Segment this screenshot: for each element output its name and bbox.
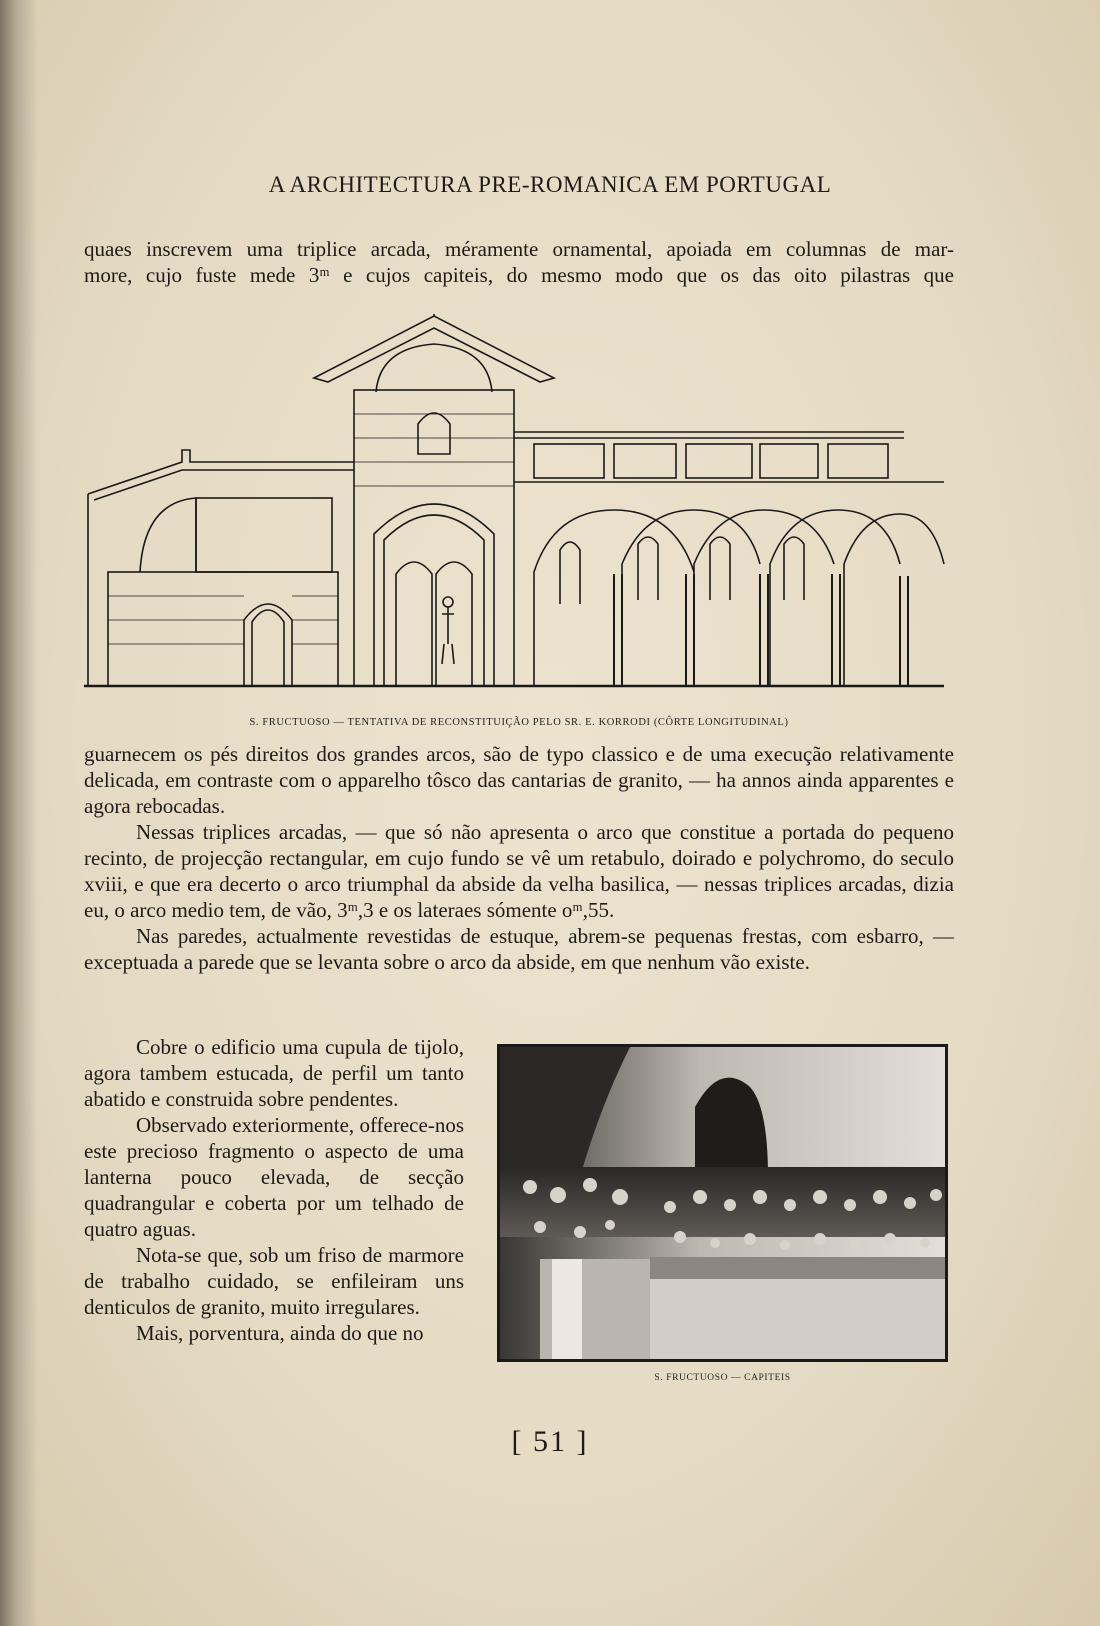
- paragraph-top: [84, 236, 954, 288]
- paragraph-3: Nas paredes, actualmente revestidas de estuque, abrem-se pequenas frestas, com esbarro, — exceptuada a parede que se levanta sobre o arco da abside, em que nenhum vão existe.: [84, 924, 954, 974]
- running-title: A ARCHITECTURA PRE-ROMANICA EM PORTUGAL: [268, 172, 832, 197]
- paragraph-1: guarnecem os pés direitos dos grandes arcos, são de typo classico e de uma execução relativamente delicada, em contraste com o apparelho tôsco das cantarias de granito, — ha annos ainda apparentes e agora rebocadas.: [84, 742, 954, 818]
- page-number: [ 51 ]: [511, 1425, 589, 1458]
- paragraph-6: Nota-se que, sob um friso de marmore de trabalho cuidado, se enfileiram uns denticulos de granito, muito irregulares.: [84, 1243, 464, 1319]
- drawing-caption: S. FRUCTUOSO — TENTATIVA DE RECONSTITUIÇÃO PELO SR. E. KORRODI (CÔRTE LONGITUDINAL): [249, 717, 789, 728]
- capitals-photograph: [497, 1044, 948, 1362]
- paragraph-top-line1: quaes inscrevem uma triplice arcada, méramente ornamental, apoiada em columnas de mar-: [84, 237, 954, 261]
- column-text: [84, 1034, 464, 1346]
- paragraph-2: Nessas triplices arcadas, — que só não apresenta o arco que constitue a portada do pequeno recinto, de projecção rectangular, em cujo fundo se vê um retabulo, doirado e polychromo, do seculo xviii, e que era decerto o arco triumphal da abside da velha basilica, — nessas triplices arcadas, dizia eu, o arco medio tem, de vão, 3ᵐ,3 e os lateraes sómente oᵐ,55.: [84, 820, 954, 922]
- binding-gutter: [0, 0, 38, 1626]
- paragraph-7: Mais, porventura, ainda do que no: [136, 1321, 424, 1345]
- main-text: [84, 741, 954, 975]
- paragraph-top-line2: more, cujo fuste mede 3ᵐ e cujos capiteis, do mesmo modo que os das oito pilastras que: [84, 263, 954, 287]
- capitals-photo-image: [500, 1047, 945, 1359]
- paragraph-5: Observado exteriormente, offerece-nos este precioso fragmento o aspecto de uma lanterna pouco elevada, de secção quadrangular e coberta por um telhado de quatro aguas.: [84, 1113, 464, 1241]
- photo-caption: S. FRUCTUOSO — CAPITEIS: [654, 1373, 791, 1383]
- paragraph-4: Cobre o edificio uma cupula de tijolo, agora tambem estucada, de perfil um tanto abatido e construida sobre pendentes.: [84, 1035, 464, 1111]
- longitudinal-section-drawing: [84, 314, 954, 706]
